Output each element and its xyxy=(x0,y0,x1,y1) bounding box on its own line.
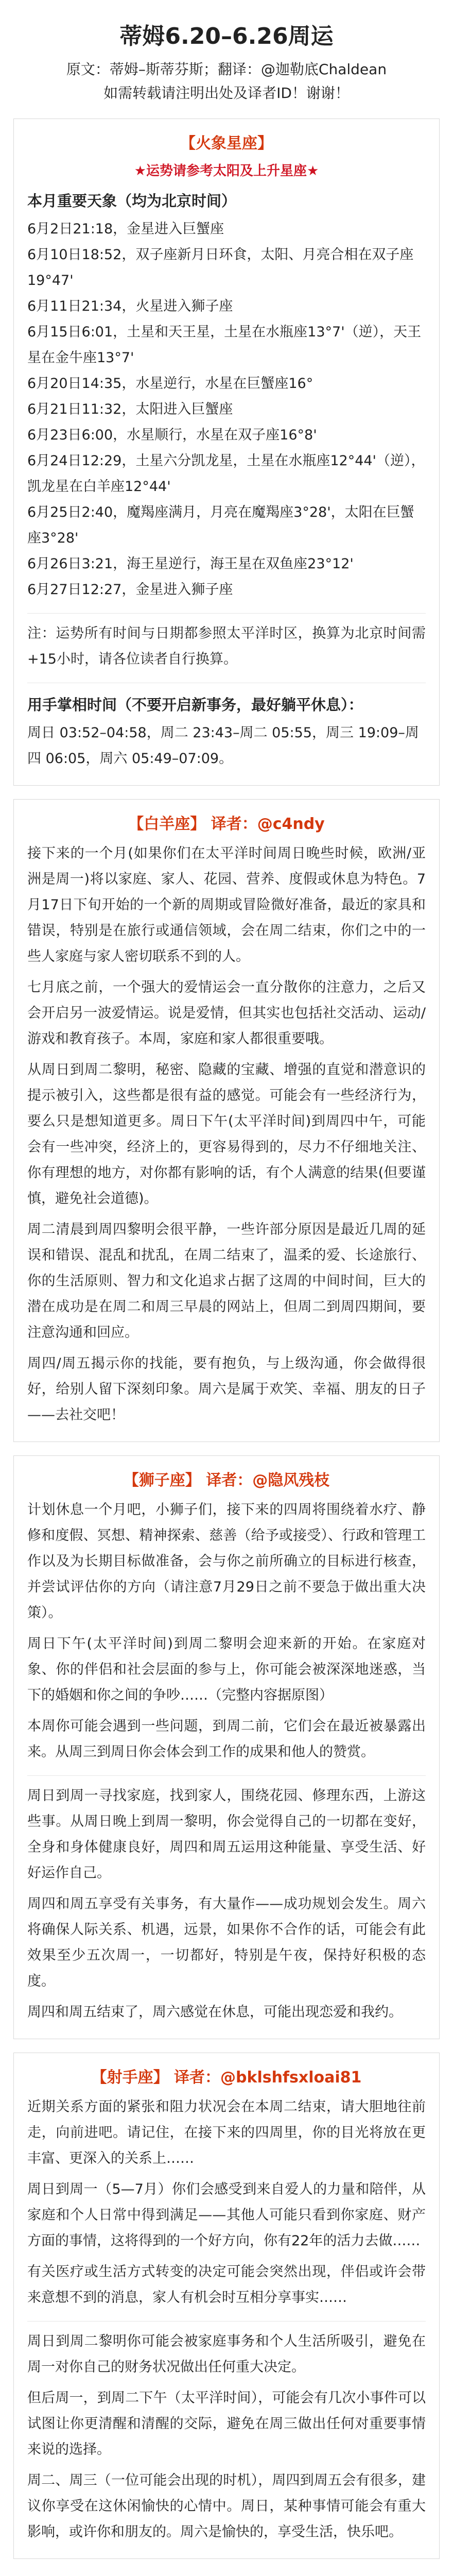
event-line: 周日 03:52–04:58，周二 23:43–周二 05:55，周三 19:09–周四 06:05，周六 05:49–07:09。 xyxy=(27,725,419,767)
paragraph: 七月底之前，一个强大的爱情运会一直分散你的注意力，之后又会开启另一波爱情运。说是爱情，但其实也包括社交活动、运动/游戏和教育孩子。本周，家庭和家人都很重要哦。 xyxy=(27,979,426,1047)
paragraph: 周日到周一寻找家庭，找到家人，围绕花园、修理东西，上游这些事。从周日晚上到周一黎明，你会觉得自己的一切都在变好，全身和身体健康良好，周四和周五运用这种能量、享受生活、好好运作自己。 xyxy=(27,1788,426,1881)
section-heading: 本月重要天象（均为北京时间） xyxy=(27,192,237,210)
event-line: 6月2日21:18，金星进入巨蟹座 xyxy=(27,221,224,237)
content-cards xyxy=(0,118,453,2559)
page-title: 蒂姆6.20–6.26周运 xyxy=(119,23,334,49)
intro xyxy=(0,58,453,105)
section-heading: 用手掌相时间（不要开启新事务，最好躺平休息）： xyxy=(27,696,363,714)
event-line: 6月10日18:52，双子座新月日环食，太阳、月亮合相在双子座19°47' xyxy=(27,247,414,289)
paragraph: 周四和周五享受有关事务，有大量作——成功规划会发生。周六将确保人际关系、机遇，远景，如果你不合作的话，可能会有此效果至少五次周一，一切都好，特别是午夜，保持好积极的态度。 xyxy=(27,1896,426,1989)
sign-card xyxy=(13,799,440,1442)
event-line: 6月11日21:34，火星进入狮子座 xyxy=(27,298,233,314)
paragraph: 周二、周三（一位可能会出现的时机），周四到周五会有很多，建议你享受在这休闲愉快的心情中。周日，某种事情可能会有重大影响，或许你和朋友的。周六是愉快的，享受生活，快乐吧。 xyxy=(27,2472,426,2540)
paragraph: 计划休息一个月吧，小狮子们，接下来的四周将围绕着水疗、静修和度假、冥想、精神探索、慈善（给予或接受）、行政和管理工作以及为长期目标做准备，会与你之前所确立的目标进行核查，并尝试评估你的方向（请注意7月29日之前不要急于做出重大决策）。 xyxy=(27,1502,426,1621)
card-note: ★运势请参考太阳及上升星座★ xyxy=(134,163,319,179)
paragraph: 接下来的一个月(如果你们在太平洋时间周日晚些时候，欧洲/亚洲是周一)将以家庭、家人、花园、营养、度假或休息为特色。7月17日下旬开始的一个新的周期或冒险微好准备，最近的家具和错误，特别是在旅行或通信领域，会在周二结束，你们之中的一些人家庭与家人密切联系不到的人。 xyxy=(27,845,426,964)
paragraph: 周日下午(太平洋时间)到周二黎明会迎来新的开始。在家庭对象、你的伴侣和社会层面的参与上，你可能会被深深地迷惑，当下的婚姻和你之间的争吵……（完整内容据原图） xyxy=(27,1636,426,1703)
paragraph: 周四和周五结束了，周六感觉在休息，可能出现恋爱和我约。 xyxy=(27,2004,403,2020)
divider xyxy=(27,613,426,614)
paragraph: 从周日到周二黎明，秘密、隐藏的宝藏、增强的直觉和潜意识的提示被引入，这些都是很有益的感觉。可能会有一些经济行为，要么只是想知道更多。周日下午(太平洋时间)到周四中午，可能会有一些冲突，经济上的，更容易得到的，尽力不仔细地关注、你有理想的地方，对你都有影响的话，有个人满意的结果(但要谨慎，避免社会道德)。 xyxy=(27,1062,426,1207)
sign-card xyxy=(13,118,440,786)
card-heading: 【火象星座】 xyxy=(180,134,273,152)
paragraph: 周四/周五揭示你的找能，要有抱负，与上级沟通，你会做得很好，给别人留下深刻印象。周六是属于欢笑、幸福、朋友的日子——去社交吧！ xyxy=(27,1355,426,1423)
sign-card xyxy=(13,2053,440,2559)
intro-line: 原文：蒂姆–斯蒂芬斯；翻译：@迦勒底Chaldean xyxy=(66,61,387,78)
event-line: 6月26日3:21，海王星逆行，海王星在双鱼座23°12' xyxy=(27,556,354,572)
card-heading: 【白羊座】 译者：@c4ndy xyxy=(128,815,325,833)
event-line: 6月27日12:27，金星进入狮子座 xyxy=(27,582,233,598)
card-heading: 【狮子座】 译者：@隐风残枝 xyxy=(123,1471,330,1489)
event-line: 6月21日11:32，太阳进入巨蟹座 xyxy=(27,401,233,417)
event-line: 6月20日14:35，水星逆行，水星在巨蟹座16° xyxy=(27,376,313,392)
event-line: 6月24日12:29，土星六分凯龙星，土星在水瓶座12°44'（逆），凯龙星在白羊座12°44' xyxy=(27,453,425,495)
divider xyxy=(27,1775,426,1776)
sign-card xyxy=(13,1455,440,2039)
paragraph: 但后周一，到周二下午（太平洋时间），可能会有几次小事件可以试图让你更清醒和清醒的交际，避免在周三做出任何对重要事情来说的选择。 xyxy=(27,2390,426,2458)
paragraph: 注：运势所有时间与日期都参照太平洋时区，换算为北京时间需+15小时，请各位读者自行换算。 xyxy=(27,625,426,667)
paragraph: 周日到周二黎明你可能会被家庭事务和个人生活所吸引，避免在周一对你自己的财务状况做出任何重大决定。 xyxy=(27,2333,426,2375)
event-line: 6月15日6:01，土星和天王星，土星在水瓶座13°7'（逆），天王星在金牛座13°7' xyxy=(27,324,422,366)
event-line: 6月23日6:00，水星顺行，水星在双子座16°8' xyxy=(27,427,317,443)
card-heading: 【射手座】 译者：@bklshfsxloai81 xyxy=(91,2069,362,2087)
intro-line: 如需转载请注明出处及译者ID！谢谢！ xyxy=(103,84,350,101)
paragraph: 周日到周一（5—7月）你们会感受到来自爱人的力量和陪伴，从家庭和个人日常中得到满足——其他人可能只看到你家庭、财产方面的事情，这将得到的一个好方向，你有22年的活力去做…… xyxy=(27,2181,426,2249)
paragraph: 周二清晨到周四黎明会很平静，一些许部分原因是最近几周的延误和错误、混乱和扰乱，在周二结束了，温柔的爱、长途旅行、你的生活原则、智力和文化追求占据了这周的中间时间，巨大的潜在成功是在周二和周三早晨的网站上，但周二到周四期间，要注意沟通和回应。 xyxy=(27,1222,426,1341)
paragraph: 近期关系方面的紧张和阻力状况会在本周二结束，请大胆地往前走，向前进吧。请记住，在接下来的四周里，你的目光将放在更丰富、更深入的关系上…… xyxy=(27,2099,426,2166)
event-line: 6月25日2:40，魔羯座满月，月亮在魔羯座3°28'，太阳在巨蟹座3°28' xyxy=(27,504,414,546)
paragraph: 有关医疗或生活方式转变的决定可能会突然出现，伴侣或许会带来意想不到的消息，家人有机会时互相分享事实…… xyxy=(27,2264,426,2306)
paragraph: 本周你可能会遇到一些问题，到周二前，它们会在最近被暴露出来。从周三到周日你会体会到工作的成果和他人的赞赏。 xyxy=(27,1718,426,1760)
